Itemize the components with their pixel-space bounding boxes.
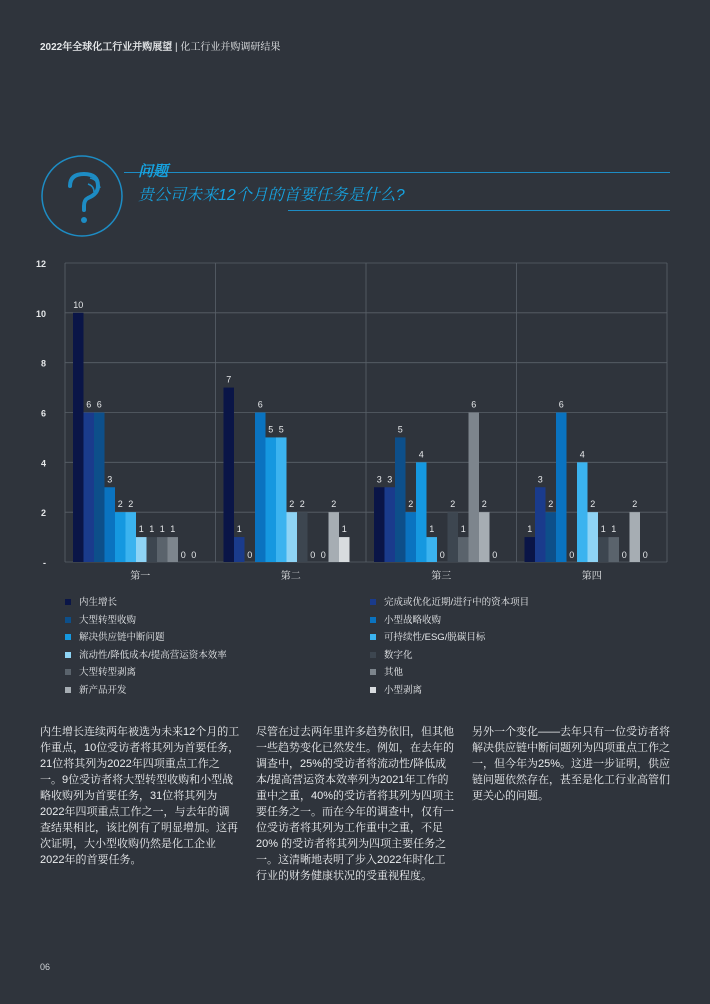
bar-value-label: 2 [632, 499, 638, 510]
bar-value-label: 1 [159, 524, 165, 535]
bar [598, 537, 609, 562]
legend-label: 完成或优化近期/进行中的资本项目 [384, 597, 530, 608]
bar [136, 537, 147, 562]
question-divider-bottom [288, 210, 670, 211]
bar [448, 512, 459, 562]
legend-label: 内生增长 [79, 597, 118, 608]
bar [577, 462, 588, 562]
bar-value-label: 2 [450, 499, 456, 510]
y-tick-label: 12 [35, 259, 46, 269]
legend-swatch [65, 687, 71, 693]
bar-value-label: 10 [73, 299, 84, 310]
bar [287, 512, 298, 562]
bar [234, 537, 245, 562]
legend-item [370, 594, 529, 608]
legend-item [65, 664, 136, 678]
bar [105, 487, 116, 562]
bar-value-label: 2 [128, 499, 134, 510]
bar-value-label: 1 [236, 524, 242, 535]
bar [84, 413, 95, 563]
legend-item [370, 629, 485, 643]
bar-value-label: 0 [310, 550, 316, 560]
legend-item [370, 612, 441, 626]
legend-item [370, 682, 422, 696]
x-category-label: 第三 [431, 571, 452, 582]
bar-value-label: 6 [471, 399, 477, 410]
x-category-label: 第四 [581, 571, 602, 582]
bar-value-label: 6 [96, 399, 102, 410]
bar-value-label: 1 [149, 524, 155, 535]
bar-value-label: 2 [408, 499, 414, 510]
bar-value-label: 1 [170, 524, 176, 535]
legend-item [370, 664, 403, 678]
bar-value-label: 6 [257, 399, 263, 410]
question-brain-icon [40, 154, 124, 238]
bar [224, 388, 235, 562]
page-header [40, 38, 280, 53]
legend-item [65, 647, 227, 661]
legend-label: 大型转型收购 [79, 614, 137, 626]
bar [374, 487, 385, 562]
bar-value-label: 2 [289, 499, 295, 510]
header-separator: | [172, 42, 181, 53]
bar [329, 512, 340, 562]
bar [458, 537, 469, 562]
legend-swatch [65, 599, 71, 605]
x-category-label: 第二 [280, 571, 301, 582]
bar [115, 512, 126, 562]
bar [385, 487, 396, 562]
legend-swatch [370, 687, 376, 693]
legend-swatch [65, 669, 71, 675]
bar [266, 437, 277, 562]
bar [535, 487, 546, 562]
bar-value-label: 2 [117, 499, 123, 510]
bar-value-label: 7 [226, 374, 232, 385]
bar [416, 462, 427, 562]
bar-value-label: 0 [621, 550, 627, 560]
legend-label: 小型剥离 [384, 684, 423, 696]
bar-value-label: 0 [492, 550, 498, 560]
y-tick-label: 10 [35, 308, 46, 319]
paragraph-3: 另外一个变化——去年只有一位受访者将解决供应链中断问题列为四项重点工作之一，但今年为25%。这进一步证明，供应链问题依然存在，甚至是化工行业高管们更关心的问题。 [472, 726, 671, 802]
legend-swatch [370, 634, 376, 640]
header-title: 2022年全球化工行业并购展望 [40, 42, 173, 53]
legend-label: 新产品开发 [79, 684, 127, 696]
question-subtitle: 贵公司未来12个月的首要任务是什么? [138, 187, 405, 204]
x-category-label: 第一 [130, 571, 151, 582]
bar [556, 413, 567, 563]
bar [395, 437, 406, 562]
question-block [40, 154, 670, 234]
bar-value-label: 0 [180, 550, 186, 560]
legend-label: 大型转型剥离 [79, 667, 137, 678]
paragraph-2: 尽管在过去两年里许多趋势依旧，但其他一些趋势变化已然发生。例如，在去年的调查中，25%的受访者将流动性/降低成本/提高营运资本效率列为2021年工作的重中之重，40%的受访者将其列为四项主要任务之一。而在今年的调查中，仅有一位受访者将其列为工作重中之重，不足20% 的受访者将其列为四项主要任务之一。这清晰地表明了步入2022年时化工行业的财务健康状况的受重视程度。 [256, 726, 455, 882]
bar-value-label: 2 [590, 499, 596, 510]
question-title: 问题 [138, 163, 169, 180]
legend-label: 数字化 [384, 649, 413, 661]
bar [339, 537, 350, 562]
bar-value-label: 0 [320, 550, 326, 560]
bar [406, 512, 417, 562]
y-tick-label: 8 [40, 358, 46, 369]
legend-swatch [65, 652, 71, 658]
bar [157, 537, 168, 562]
bar-value-label: 0 [642, 550, 648, 560]
bar [588, 512, 599, 562]
bar-value-label: 5 [397, 424, 403, 435]
legend-item [65, 682, 127, 696]
bar-value-label: 6 [558, 399, 564, 410]
priorities-bar-chart [0, 250, 710, 590]
legend-swatch [370, 669, 376, 675]
bar [73, 313, 84, 562]
bar-value-label: 0 [247, 550, 253, 560]
legend-label: 流动性/降低成本/提高营运资本效率 [79, 649, 227, 661]
bar [427, 537, 438, 562]
legend-swatch [370, 652, 376, 658]
bar-value-label: 4 [579, 449, 585, 460]
legend-item [65, 629, 165, 643]
bar-value-label: 5 [268, 424, 274, 435]
bar-value-label: 3 [387, 474, 393, 485]
bar-value-label: 3 [376, 474, 382, 485]
bar-value-label: 5 [278, 424, 284, 435]
y-tick-label: - [43, 558, 46, 568]
legend-label: 其他 [384, 667, 404, 678]
bar-value-label: 2 [299, 499, 305, 510]
bar-value-label: 2 [481, 499, 487, 510]
bar [479, 512, 490, 562]
bar [469, 413, 480, 563]
bar [94, 413, 105, 563]
bar [168, 537, 179, 562]
bar-value-label: 3 [107, 474, 113, 485]
legend-swatch [370, 617, 376, 623]
bar-value-label: 1 [429, 524, 435, 535]
bar-value-label: 1 [527, 524, 533, 535]
bar-value-label: 0 [191, 550, 197, 560]
legend-label: 解决供应链中断问题 [79, 632, 165, 643]
question-divider-top [124, 172, 670, 173]
bar-value-label: 1 [611, 524, 617, 535]
bar-value-label: 2 [331, 499, 337, 510]
legend-item [65, 612, 136, 626]
bar-value-label: 0 [569, 550, 575, 560]
bar [630, 512, 641, 562]
legend-label: 小型战略收购 [384, 614, 442, 626]
bar-value-label: 1 [460, 524, 466, 535]
legend-swatch [65, 617, 71, 623]
legend-label: 可持续性/ESG/脱碳目标 [384, 632, 486, 643]
y-tick-label: 6 [40, 408, 46, 419]
bar-value-label: 1 [600, 524, 606, 535]
bar-value-label: 1 [341, 524, 347, 535]
bar [297, 512, 308, 562]
bar [609, 537, 620, 562]
bar [126, 512, 137, 562]
y-tick-label: 4 [40, 458, 46, 469]
legend-swatch [370, 599, 376, 605]
bar [546, 512, 557, 562]
bar [255, 413, 266, 563]
legend-item [370, 647, 413, 661]
bar-value-label: 1 [138, 524, 144, 535]
y-tick-label: 2 [40, 508, 46, 519]
bar [276, 437, 287, 562]
bar [525, 537, 536, 562]
legend-item [65, 594, 117, 608]
header-subtitle: 化工行业并购调研结果 [180, 42, 281, 53]
bar-value-label: 0 [439, 550, 445, 560]
legend-swatch [65, 634, 71, 640]
paragraph-1: 内生增长连续两年被选为未来12个月的工作重点，10位受访者将其列为首要任务，21位将其列为2022年四项重点工作之一。9位受访者将大型转型收购和小型战略收购列为首要任务，31位将其列为2022年四项重点工作之一，与去年的调查结果相比，该比例有了明显增加。这再次证明，大小型收购仍然是化工企业2022年的首要任务。 [40, 726, 240, 866]
bar-value-label: 6 [86, 399, 92, 410]
bar-value-label: 3 [537, 474, 543, 485]
page-number: 06 [40, 962, 51, 972]
bar-value-label: 4 [418, 449, 424, 460]
bar-value-label: 2 [548, 499, 554, 510]
bar [147, 537, 158, 562]
